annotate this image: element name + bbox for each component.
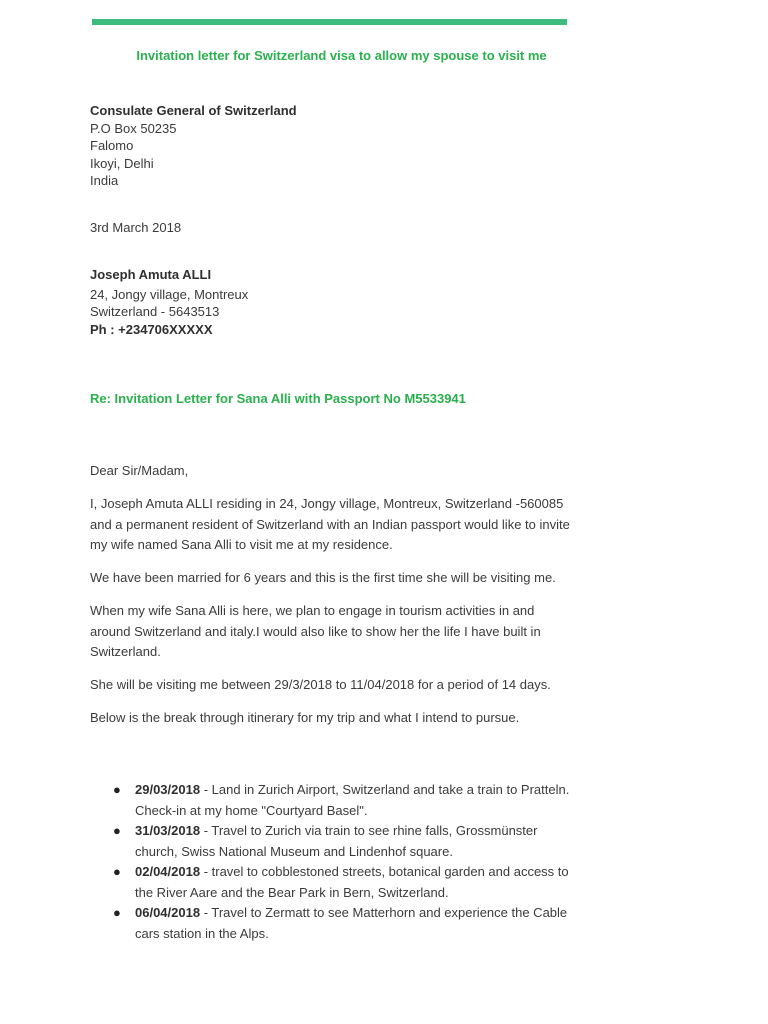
itinerary-date: 29/03/2018 xyxy=(135,782,201,797)
itinerary-item xyxy=(90,821,570,862)
sender-name: Joseph Amuta ALLI xyxy=(90,267,212,282)
bullet-icon: ● xyxy=(113,823,121,838)
recipient-name: Consulate General of Switzerland xyxy=(90,103,297,118)
itinerary-date: 31/03/2018 xyxy=(135,823,201,838)
letter-body xyxy=(90,461,570,741)
itinerary-text: - Travel to Zermatt to see Matterhorn and experience the Cable cars station in the Alps. xyxy=(135,905,568,941)
letter-date: 3rd March 2018 xyxy=(90,220,182,235)
recipient-address-line: P.O Box 50235 xyxy=(90,120,177,136)
itinerary-item xyxy=(90,780,570,821)
itinerary-text: - Travel to Zurich via train to see rhine falls, Grossmünster church, Swiss National Museum and Lindenhof square. xyxy=(135,823,538,859)
itinerary-list xyxy=(90,780,570,944)
sender-address-line: 24, Jongy village, Montreux xyxy=(90,286,249,302)
recipient-address-line: Falomo xyxy=(90,138,134,153)
letter-date-block xyxy=(90,219,181,237)
body-paragraph: I, Joseph Amuta ALLI residing in 24, Jongy village, Montreux, Switzerland -560085 and a permanent resident of Switzerland with an Indian passport would like to invite my wife named Sana Alli to visit me at my residence. xyxy=(90,496,570,552)
bullet-icon: ● xyxy=(113,905,121,920)
body-paragraph: When my wife Sana Alli is here, we plan to engage in tourism activities in and around Switzerland and italy.I would also like to show her the life I have built in Switzerland. xyxy=(90,603,541,659)
body-paragraph: She will be visiting me between 29/3/2018 to 11/04/2018 for a period of 14 days. xyxy=(90,677,551,692)
itinerary-date: 02/04/2018 xyxy=(135,864,201,879)
bullet-icon: ● xyxy=(113,864,121,879)
itinerary-item xyxy=(90,903,570,944)
itinerary-item xyxy=(90,862,570,903)
sender-address-block xyxy=(90,266,248,338)
itinerary-date: 06/04/2018 xyxy=(135,905,201,920)
document-title: Invitation letter for Switzerland visa to allow my spouse to visit me xyxy=(136,48,547,63)
body-paragraph: We have been married for 6 years and this is the first time she will be visiting me. xyxy=(90,570,556,585)
recipient-address-line: India xyxy=(90,173,119,188)
recipient-address-block xyxy=(90,102,297,190)
sender-phone: Ph : +234706XXXXX xyxy=(90,321,213,337)
subject-line: Re: Invitation Letter for Sana Alli with Passport No M5533941 xyxy=(90,391,466,406)
recipient-address-line: Ikoyi, Delhi xyxy=(90,155,154,171)
body-paragraph: Below is the break through itinerary for my trip and what I intend to pursue. xyxy=(90,710,520,725)
salutation: Dear Sir/Madam, xyxy=(90,463,189,478)
itinerary-text: - travel to cobblestoned streets, botanical garden and access to the River Aare and the Bear Park in Bern, Switzerland. xyxy=(135,864,569,900)
bullet-icon: ● xyxy=(113,782,121,797)
top-divider xyxy=(92,19,567,25)
itinerary-text: - Land in Zurich Airport, Switzerland and take a train to Pratteln. Check-in at my home "Courtyard Basel". xyxy=(135,782,570,818)
sender-address-line: Switzerland - 5643513 xyxy=(90,304,220,319)
